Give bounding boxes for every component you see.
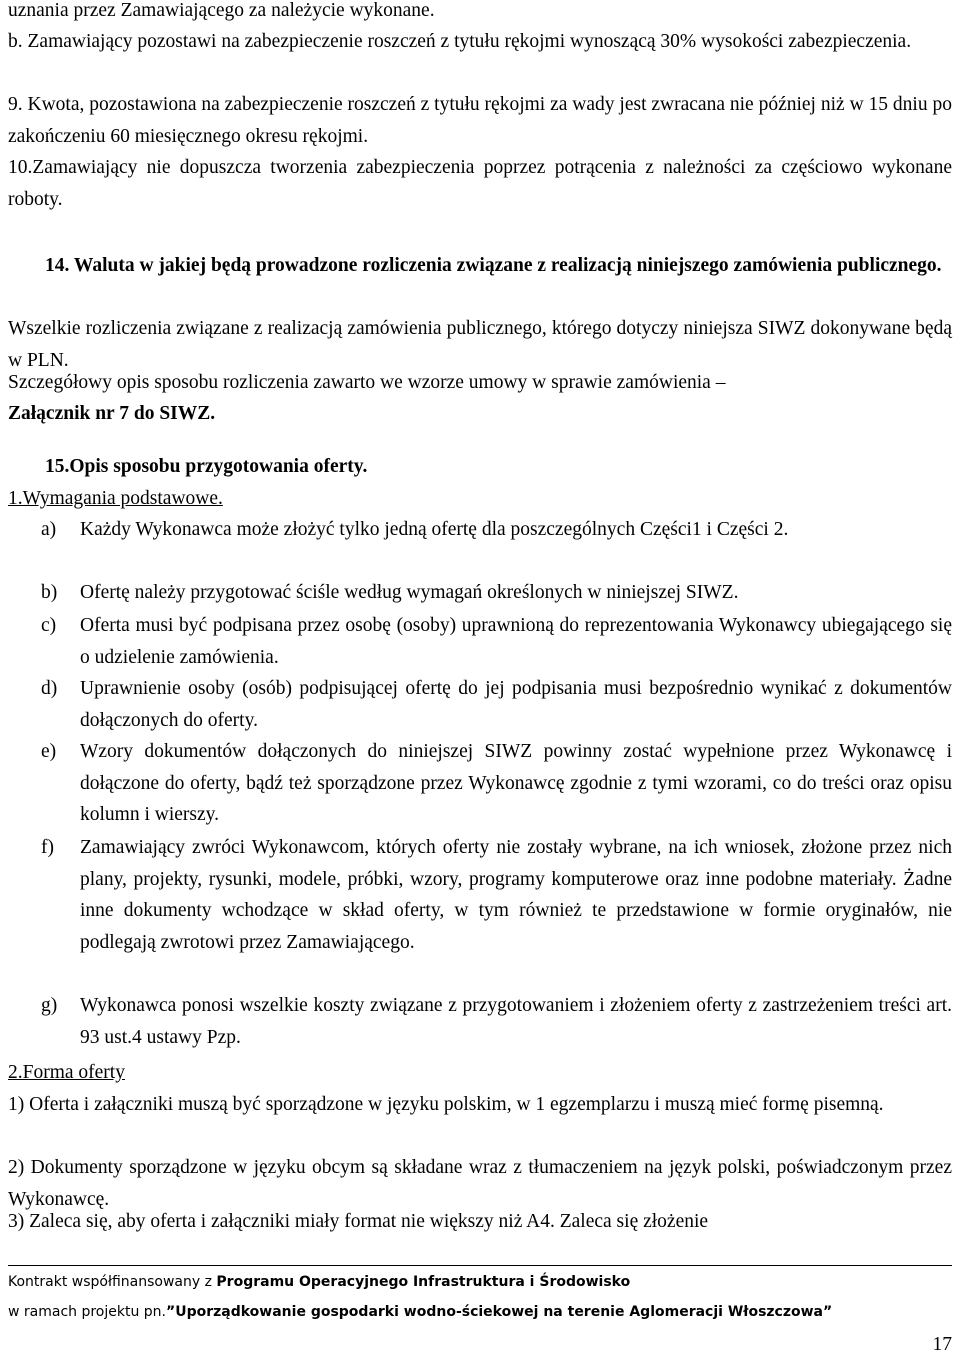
- list-item: [8, 673, 952, 736]
- list-item: [8, 990, 952, 1053]
- list-item-text: Wzory dokumentów dołączonych do niniejszej SIWZ powinny zostać wypełnione przez Wykonawcę i dołączone do oferty, bądź też sporządzone przez Wykonawcę zgodnie z tymi wzorami, co do treści oraz opisu kolumn i wierszy.: [80, 741, 952, 825]
- list-item-text: Każdy Wykonawca może złożyć tylko jedną ofertę dla poszczególnych Części1 i Części 2.: [80, 519, 789, 540]
- section-14-attachment-ref: Załącznik nr 7 do SIWZ.: [8, 403, 216, 424]
- list-item: [8, 736, 952, 832]
- section-14-heading: 14. Waluta w jakiej będą prowadzone rozliczenia związane z realizacją niniejszego zamówienia publicznego.: [45, 255, 942, 276]
- paragraph-b: b. Zamawiający pozostawi na zabezpieczenie roszczeń z tytułu rękojmi wynoszącą 30% wysokości zabezpieczenia.: [8, 31, 912, 52]
- page-number: 17: [932, 1334, 952, 1355]
- section-14-paragraph-2: Szczegółowy opis sposobu rozliczenia zawarto we wzorze umowy w sprawie zamówienia –: [8, 372, 726, 393]
- list-item-label: b): [41, 582, 58, 603]
- form-paragraph-1: 1) Oferta i załączniki muszą być sporządzone w języku polskim, w 1 egzemplarzu i muszą mieć formę pisemną.: [8, 1094, 884, 1115]
- form-paragraph-2: 2) Dokumenty sporządzone w języku obcym są składane wraz z tłumaczeniem na język polski, poświadczonym przez Wykonawcę.: [8, 1157, 952, 1210]
- footer-text: Kontrakt współfinansowany z: [8, 1274, 217, 1290]
- section-14-paragraph-1: Wszelkie rozliczenia związane z realizacją zamówienia publicznego, którego dotyczy niniejsza SIWZ dokonywane będą w PLN.: [8, 318, 952, 371]
- form-paragraph-3: 3) Zaleca się, aby oferta i załączniki miały format nie większy niż A4. Zaleca się złożenie: [8, 1211, 709, 1232]
- paragraph-9: 9. Kwota, pozostawiona na zabezpieczenie roszczeń z tytułu rękojmi za wady jest zwracana nie później niż w 15 dniu po zakończeniu 60 miesięcznego okresu rękojmi.: [8, 94, 952, 147]
- footer-divider: [8, 1265, 952, 1266]
- footer-line-2: [8, 1304, 952, 1320]
- footer-line-1: [8, 1274, 952, 1290]
- list-item-text: Wykonawca ponosi wszelkie koszty związane z przygotowaniem i złożeniem oferty z zastrzeżeniem treści art. 93 ust.4 ustawy Pzp.: [80, 995, 952, 1048]
- list-item-text: Oferta musi być podpisana przez osobę (osoby) uprawnioną do reprezentowania Wykonawcy ubiegającego się o udzielenie zamówienia.: [80, 615, 952, 668]
- subsection-requirements: 1.Wymagania podstawowe.: [8, 488, 223, 509]
- list-item-text: Zamawiający zwróci Wykonawcom, których oferty nie zostały wybrane, na ich wniosek, złożone przez nich plany, projekty, rysunki, modele, próbki, wzory, programy komputerowe oraz inne podobne materiały. Żadne inne dokumenty wchodzące w skład oferty, w tym również te przedstawione w formie oryginałów, nie podlegają zwrotowi przez Zamawiającego.: [80, 837, 952, 953]
- list-item-text: Ofertę należy przygotować ściśle według wymagań określonych w niniejszej SIWZ.: [80, 582, 739, 603]
- paragraph-line0: uznania przez Zamawiającego za należycie wykonane.: [8, 0, 435, 21]
- list-item-label: c): [41, 615, 57, 636]
- footer-text: w ramach projektu pn.: [8, 1304, 167, 1320]
- list-item-label: d): [41, 678, 58, 699]
- list-item-label: a): [41, 519, 57, 540]
- list-item: [8, 514, 952, 577]
- list-item-text: Uprawnienie osoby (osób) podpisującej ofertę do jej podpisania musi bezpośrednio wynikać z dokumentów dołączonych do oferty.: [80, 678, 952, 731]
- list-item-label: g): [41, 995, 58, 1016]
- list-item: [8, 832, 952, 990]
- section-15-heading: 15.Opis sposobu przygotowania oferty.: [45, 456, 368, 477]
- paragraph-10: 10.Zamawiający nie dopuszcza tworzenia zabezpieczenia poprzez potrącenia z należności za częściowo wykonane roboty.: [8, 157, 952, 210]
- list-item: [8, 577, 952, 610]
- footer-program-name: Programu Operacyjnego Infrastruktura i Środowisko: [216, 1274, 631, 1290]
- list-item-label: f): [41, 837, 54, 858]
- footer-project-name: ”Uporządkowanie gospodarki wodno-ściekowej na terenie Aglomeracji Włoszczowa”: [166, 1304, 833, 1320]
- list-item-label: e): [41, 741, 57, 762]
- requirements-list: [8, 514, 952, 1053]
- subsection-offer-form: 2.Forma oferty: [8, 1062, 125, 1083]
- list-item: [8, 610, 952, 673]
